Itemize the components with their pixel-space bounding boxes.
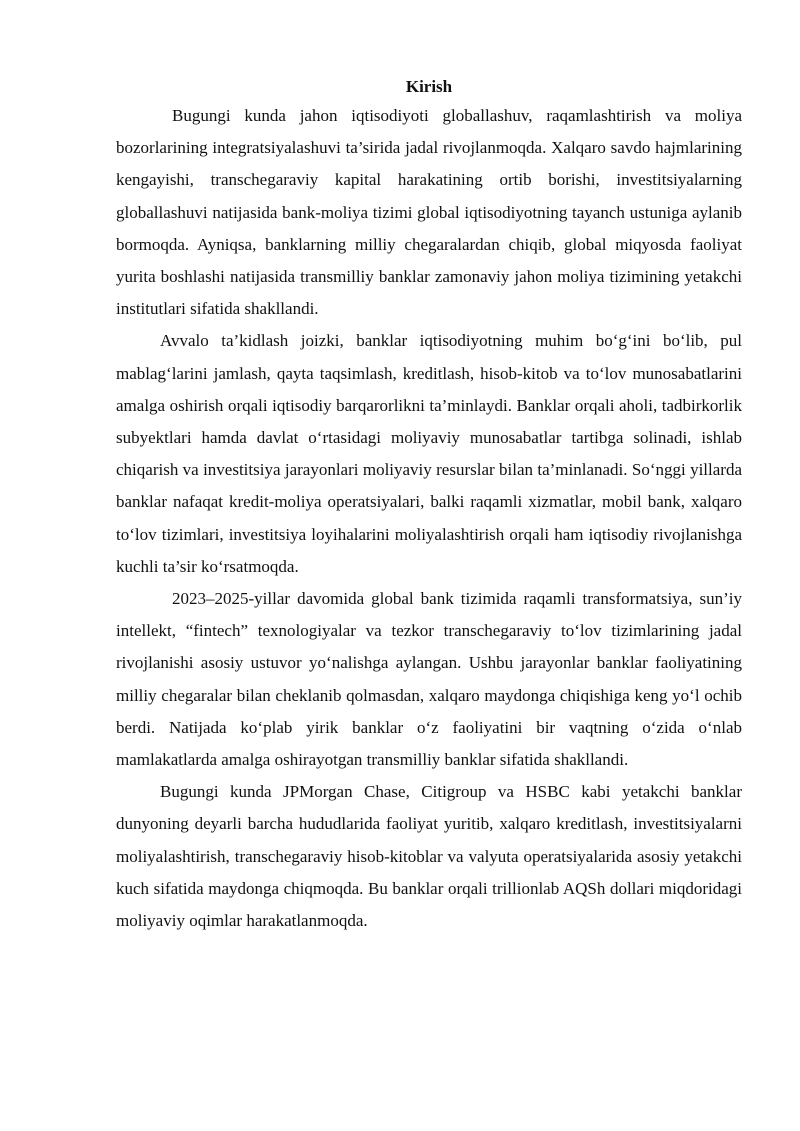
paragraph-banks-role: Avvalo ta’kidlash joizki, banklar iqtisodiyotning muhim bo‘g‘ini bo‘lib, pul mablag‘larini jamlash, qayta taqsimlash, kreditlash, hisob-kitob va to‘lov munosabatlarini amalga oshirish orqali iqtisodiy barqarorlikni ta’minlaydi. Banklar orqali aholi, tadbirkorlik subyektlari hamda davlat o‘rtasidagi moliyaviy munosabatlar tartibga solinadi, ishlab chiqarish va investitsiya jarayonlari moliyaviy resurslar bilan ta’minlanadi. So‘nggi yillarda banklar nafaqat kredit-moliya operatsiyalari, balki raqamli xizmatlar, mobil bank, xalqaro to‘lov tizimlari, investitsiya loyihalarini moliyalashtirish orqali ham iqtisodiy rivojlanishga kuchli ta’sir ko‘rsatmoqda. — [116, 331, 742, 576]
paragraph-leading-banks: Bugungi kunda JPMorgan Chase, Citigroup va HSBC kabi yetakchi banklar dunyoning deyarli barcha hududlarida faoliyat yuritib, xalqaro kreditlash, investitsiyalarni moliyalashtirish, transchegaraviy hisob-kitoblar va valyuta operatsiyalarida asosiy yetakchi kuch sifatida maydonga chiqmoqda. Bu banklar orqali trillionlab AQSh dollari miqdoridagi moliyaviy oqimlar harakatlanmoqda. — [116, 782, 742, 931]
document-title: Kirish — [405, 77, 453, 96]
paragraph-intro: Bugungi kunda jahon iqtisodiyoti globallashuv, raqamlashtirish va moliya bozorlarining integratsiyalashuvi ta’sirida jadal rivojlanmoqda. Xalqaro savdo hajmlarining kengayishi, transchegaraviy kapital harakatining ortib borishi, investitsiyalarning globallashuvi natijasida bank-moliya tizimi global iqtisodiyotning tayanch ustuniga aylanib bormoqda. Ayniqsa, banklarning milliy chegaralardan chiqib, global miqyosda faoliyat yurita boshlashi natijasida transmilliy banklar zamonaviy jahon moliya tizimining yetakchi institutlari sifatida shakllandi. — [116, 106, 742, 319]
document-page — [116, 76, 742, 937]
paragraph-digital-transformation: 2023–2025-yillar davomida global bank tizimida raqamli transformatsiya, sun’iy intellekt, “fintech” texnologiyalar va tezkor transchegaraviy to‘lov tizimlarining jadal rivojlanishi asosiy ustuvor yo‘nalishga aylangan. Ushbu jarayonlar banklar faoliyatining milliy chegaralar bilan cheklanib qolmasdan, xalqaro maydonga chiqishiga keng yo‘l ochib berdi. Natijada ko‘plab yirik banklar o‘z faoliyatini bir vaqtning o‘zida o‘nlab mamlakatlarda amalga oshirayotgan transmilliy banklar sifatida shakllandi. — [116, 589, 742, 770]
